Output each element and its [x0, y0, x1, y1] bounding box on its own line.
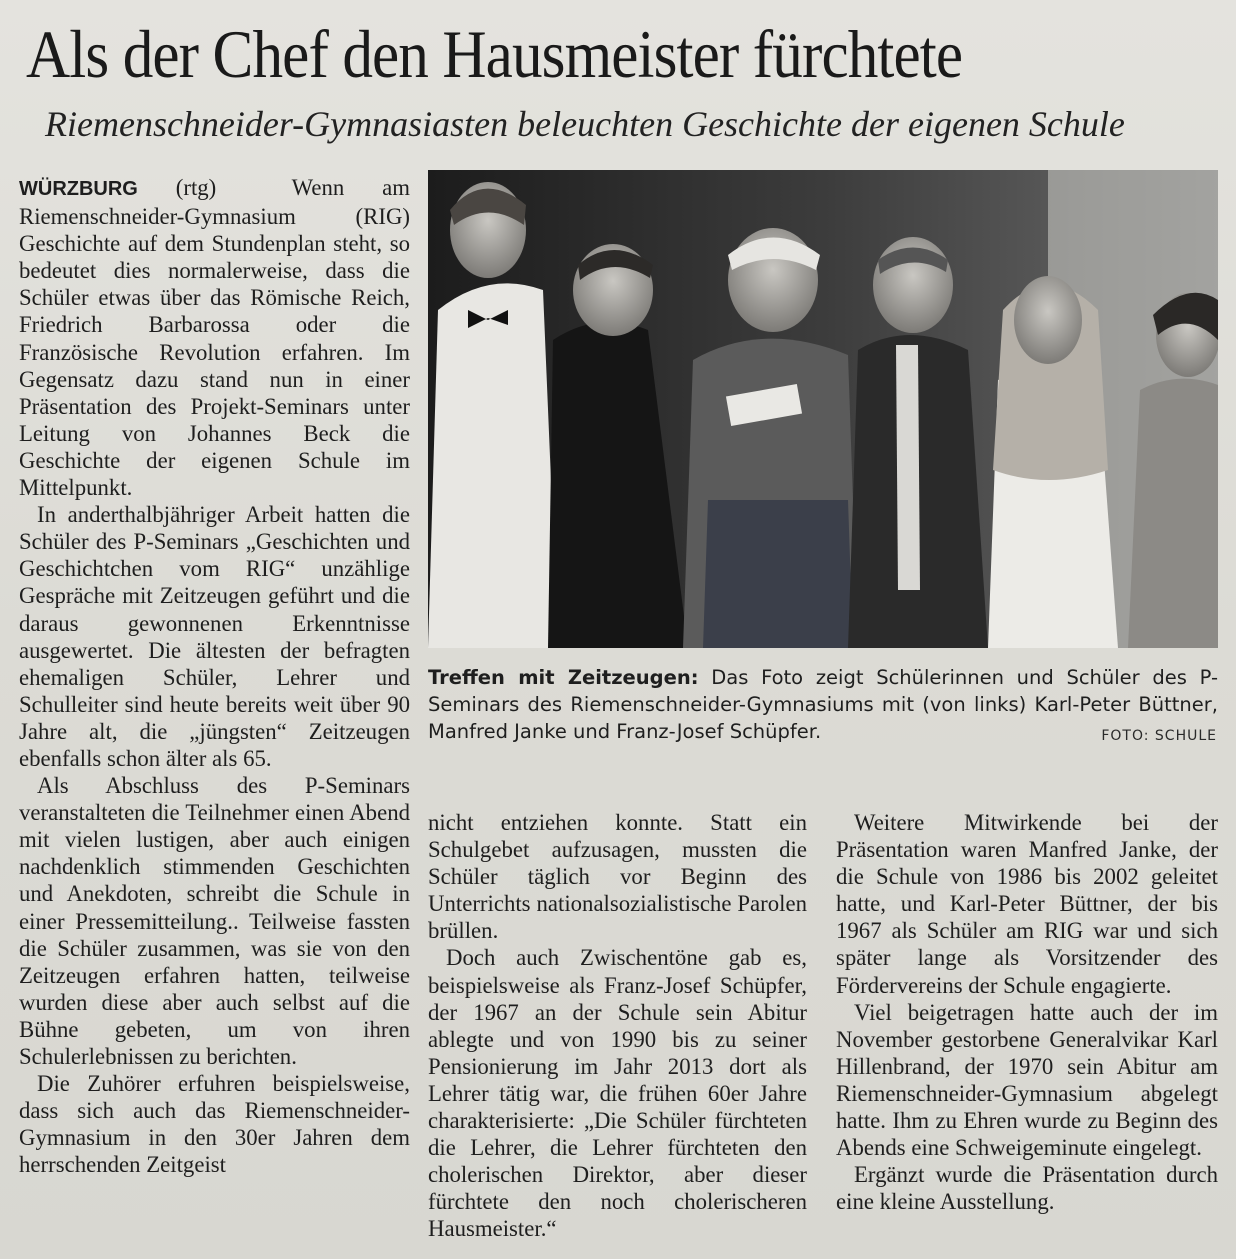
paragraph: Ergänzt wurde die Präsentation durch eine kleine Ausstellung. [836, 1162, 1218, 1215]
paragraph: Die Zuhörer erfuhren beispielsweise, dass sich auch das Riemenschneider-Gymnasium in den 30er Jahren dem herrschenden Zeitgeist [19, 1071, 410, 1178]
article-column-1 [19, 174, 410, 1178]
caption-lead: Treffen mit Zeitzeugen: [428, 666, 699, 689]
subheadline: Riemenschneider-Gymnasiasten beleuchten Geschichte der eigenen Schule [45, 104, 1125, 144]
photo-caption [428, 664, 1218, 745]
byline: (rtg) [175, 175, 217, 200]
paragraph: nicht entziehen konnte. Statt ein Schulgebet aufzusagen, mussten die Schüler täglich vor Beginn des Unterrichts nationalsozialistische Parolen brüllen. [428, 810, 807, 944]
paragraph: Wenn am Riemenschneider-Gymnasium (RIG) Geschichte auf dem Stundenplan steht, so bedeutet dies normalerweise, dass die Schüler etwas über das Römische Reich, Friedrich Barbarossa oder die Französische Revolution erfahren. Im Gegensatz dazu stand nun in einer Präsentation des Projekt-Seminars unter Leitung von Johannes Beck die Geschichte der eigenen Schule im Mittelpunkt. [19, 175, 410, 501]
paragraph: In anderthalbjähriger Arbeit hatten die Schüler des P-Seminars „Geschichten und Geschichtchen vom RIG“ unzählige Gespräche mit Zeitzeugen geführt und die daraus gewonnenen Erkenntnisse ausgewertet. Die ältesten der befragten ehemaligen Schüler, Lehrer und Schulleiter sind heute bereits weit über 90 Jahre alt, die „jüngsten“ Zeitzeugen ebenfalls schon älter als 65. [19, 502, 410, 771]
group-photo [428, 170, 1218, 648]
paragraph: Weitere Mitwirkende bei der Präsentation waren Manfred Janke, der die Schule von 1986 bis 2002 geleitet hatte, und Karl-Peter Büttner, der bis 1967 als Schüler am RIG war und sich später lange als Vorsitzender des Fördervereins der Schule engagierte. [836, 810, 1218, 998]
photo-credit: FOTO: SCHULE [1101, 728, 1217, 744]
dateline: WÜRZBURG [19, 178, 138, 200]
headline: Als der Chef den Hausmeister fürchtete [26, 16, 963, 92]
paragraph: Als Abschluss des P-Seminars veranstalteten die Teilnehmer einen Abend mit vielen lustigen, aber auch einigen nachdenklich stimmenden Geschichten und Anekdoten, schreibt die Schule in einer Pressemitteilung.. Teilweise fassten die Schüler zusammen, was sie von den Zeitzeugen erfahren hatten, teilweise wurden diese aber auch selbst auf die Bühne gebeten, um von ihren Schulerlebnissen zu berichten. [19, 773, 410, 1069]
lead-paragraph [19, 174, 410, 501]
article-column-3 [836, 809, 1218, 1215]
caption-text: Das Foto zeigt Schülerinnen und Schüler des P-Seminars des Riemenschneider-Gymnasiums mit (von links) Karl-Peter Büttner, Manfred Janke und Franz-Josef Schüpfer. [428, 666, 1219, 743]
paragraph: Viel beigetragen hatte auch der im November gestorbene Generalvikar Karl Hillenbrand, der 1970 sein Abitur am Riemenschneider-Gymnasium abgelegt hatte. Ihm zu Ehren wurde zu Beginn des Abends eine Schweigeminute eingelegt. [836, 999, 1218, 1161]
paragraph: Doch auch Zwischentöne gab es, beispielsweise als Franz-Josef Schüpfer, der 1967 an der Schule sein Abitur ablegte und von 1990 bis zu seiner Pensionierung im Jahr 2013 dort als Lehrer tätig war, die frühen 60er Jahre charakterisierte: „Die Schüler fürchteten die Lehrer, die Lehrer fürchteten den cholerischen Direktor, aber dieser fürchtete den noch cholerischeren Hausmeister.“ [428, 945, 807, 1242]
article-column-2 [428, 809, 807, 1243]
